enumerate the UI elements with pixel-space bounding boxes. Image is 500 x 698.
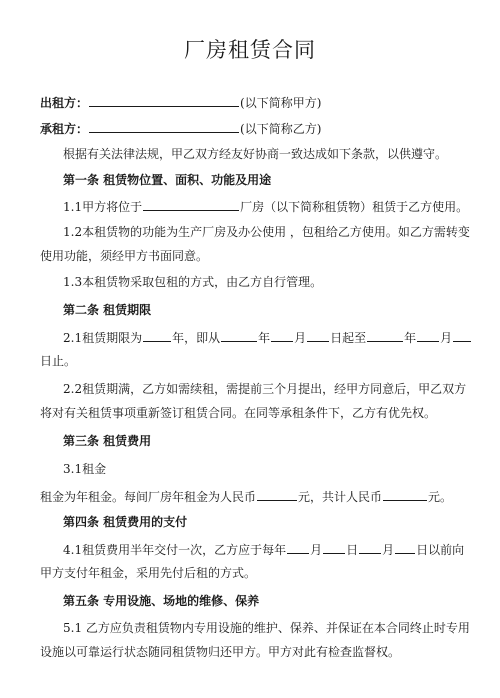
start-year-blank xyxy=(221,329,257,342)
pay-month-2-text: 月 xyxy=(382,543,395,557)
end-day-blank xyxy=(453,329,471,342)
rent-prefix: 租金为年租金。每间厂房年租金为人民币 xyxy=(40,490,257,504)
rent-suffix: 元。 xyxy=(428,490,453,504)
location-blank xyxy=(143,198,239,211)
article-3-heading: 第三条 租赁费用 xyxy=(63,434,152,448)
payment-prefix: 4.1租赁费用半年交付一次，乙方应于每年 xyxy=(63,543,287,557)
clause-2-2-line-1: 2.2租赁期满，乙方如需续租，需提前三个月提出，经甲方同意后，甲乙双方 xyxy=(63,382,467,396)
end-year-blank xyxy=(367,329,403,342)
clause-5-1-line-1: 5.1 乙方应负责租赁物内专用设施的维护、保养、并保证在本合同终止时专用 xyxy=(63,621,470,635)
clause-1-1-prefix: 1.1甲方将位于 xyxy=(63,200,143,214)
start-day-blank xyxy=(307,329,329,342)
rent-line xyxy=(40,488,462,505)
pay-month-1-blank xyxy=(287,541,309,554)
rent-total-blank xyxy=(383,488,427,501)
pay-month-2-blank xyxy=(359,541,381,554)
clause-5-1-line-2: 设施以可靠运行状态随同租赁物归还甲方。甲方对此有检查监督权。 xyxy=(40,645,401,659)
party-a-blank xyxy=(89,94,239,107)
payment-suffix: 日以前向 xyxy=(416,543,465,557)
clause-1-2-line-1: 1.2本租赁物的功能为生产厂房及办公使用 ，包租给乙方使用。如乙方需转变 xyxy=(63,225,470,239)
contract-title: 厂房租赁合同 xyxy=(184,38,316,62)
term-from-text: 年，即从 xyxy=(172,331,221,345)
pay-day-1-text: 日 xyxy=(346,543,359,557)
end-month-text: 月 xyxy=(440,331,453,345)
party-b-label: 承租方： xyxy=(40,122,89,136)
pay-day-2-blank xyxy=(395,541,415,554)
clause-2-1-line-1 xyxy=(63,329,463,346)
article-1-heading: 第一条 租赁物位置、面积、功能及用途 xyxy=(63,173,272,187)
clause-1-2-line-2: 使用功能，须经甲方书面同意。 xyxy=(40,249,209,263)
clause-1-1-suffix: 厂房（以下简称租赁物）租赁于乙方使用。 xyxy=(240,200,469,214)
clause-4-1-line-2: 甲方支付年租金，采用先付后租的方式。 xyxy=(40,566,257,580)
end-year-text: 年 xyxy=(404,331,417,345)
clause-2-1-line-2: 日止。 xyxy=(40,354,77,368)
term-years-blank xyxy=(143,329,171,342)
party-b-line xyxy=(40,120,462,137)
party-b-note: (以下简称乙方) xyxy=(240,122,322,136)
clause-1-3: 1.3本租赁物采取包租的方式，由乙方自行管理。 xyxy=(63,275,323,289)
party-a-line xyxy=(40,94,462,111)
rent-per-unit-blank xyxy=(257,488,297,501)
party-a-note: (以下简称甲方) xyxy=(240,96,322,110)
pay-month-1-text: 月 xyxy=(310,543,323,557)
article-4-heading: 第四条 租赁费用的支付 xyxy=(63,515,188,529)
rent-total-text: 元，共计人民币 xyxy=(298,490,383,504)
term-prefix: 2.1租赁期限为 xyxy=(63,331,143,345)
clause-4-1-line-1 xyxy=(63,541,463,558)
start-year-text: 年 xyxy=(258,331,271,345)
clause-1-1 xyxy=(63,198,469,215)
start-month-blank xyxy=(271,329,293,342)
end-from-text: 日起至 xyxy=(330,331,367,345)
party-b-blank xyxy=(89,120,239,133)
start-month-text: 月 xyxy=(294,331,307,345)
article-2-heading: 第二条 租赁期限 xyxy=(63,303,152,317)
clause-2-2-line-2: 将对有关租赁事项重新签订租赁合同。在同等承租条件下，乙方有优先权。 xyxy=(40,406,437,420)
clause-3-1: 3.1租金 xyxy=(63,462,107,476)
article-5-heading: 第五条 专用设施、场地的维修、保养 xyxy=(63,594,260,608)
party-a-label: 出租方： xyxy=(40,96,89,110)
end-month-blank xyxy=(417,329,439,342)
intro-paragraph: 根据有关法律法规，甲乙双方经友好协商一致达成如下条款，以供遵守。 xyxy=(63,147,448,161)
pay-day-1-blank xyxy=(323,541,345,554)
